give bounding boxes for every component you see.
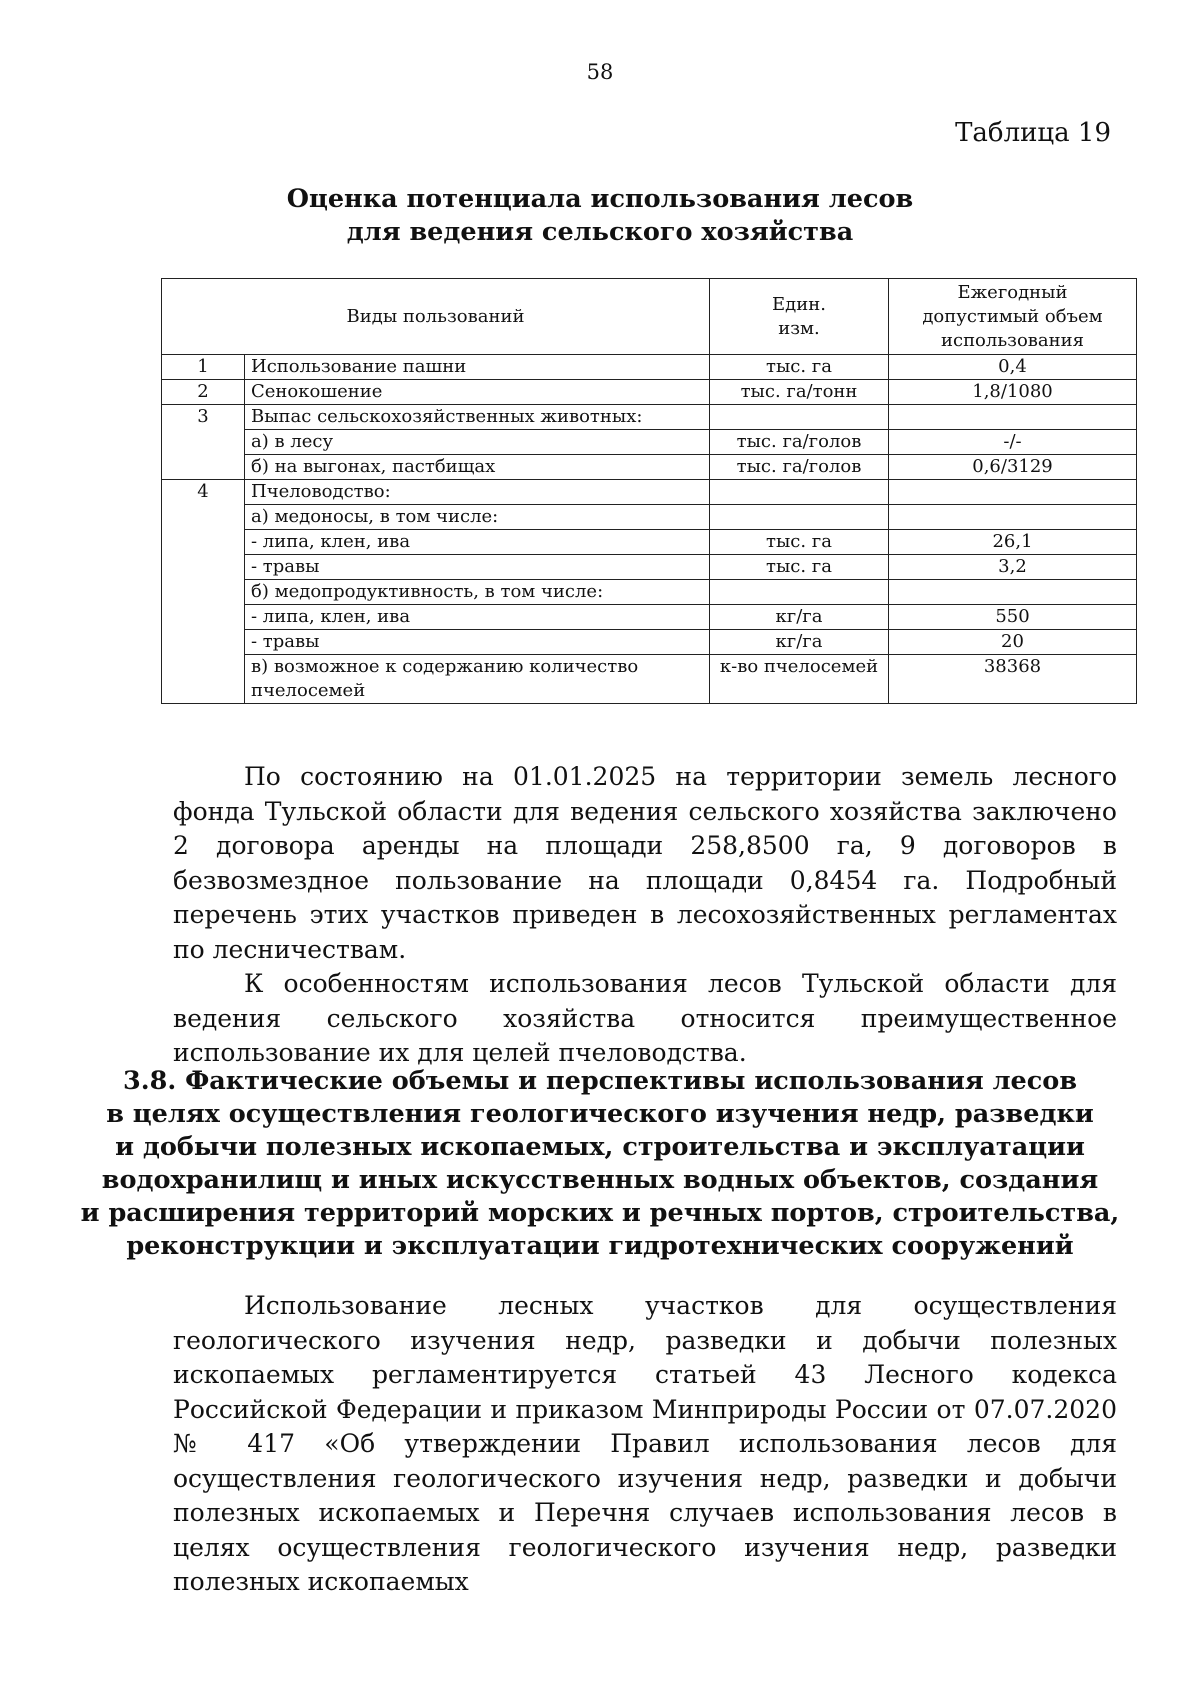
row-name: - травы bbox=[245, 630, 710, 655]
section-title-line: реконструкции и эксплуатации гидротехнических сооружений bbox=[126, 1231, 1074, 1261]
row-name: в) возможное к содержанию количество пчелосемей bbox=[245, 655, 710, 704]
row-name: а) в лесу bbox=[245, 430, 710, 455]
table-label: Таблица 19 bbox=[955, 118, 1111, 148]
table-title bbox=[0, 183, 1200, 249]
row-number: 1 bbox=[162, 355, 245, 380]
header-unit-line: Един. bbox=[772, 293, 826, 315]
row-unit: кг/га bbox=[710, 630, 889, 655]
table-row bbox=[162, 580, 1137, 605]
table-title-line: для ведения сельского хозяйства bbox=[346, 217, 854, 247]
table-row bbox=[162, 405, 1137, 430]
table-row bbox=[162, 505, 1137, 530]
row-unit: тыс. га/голов bbox=[710, 455, 889, 480]
row-unit: тыс. га/тонн bbox=[710, 380, 889, 405]
row-name: - травы bbox=[245, 555, 710, 580]
table-row bbox=[162, 380, 1137, 405]
row-value: 3,2 bbox=[889, 555, 1137, 580]
table-row bbox=[162, 530, 1137, 555]
row-name: б) на выгонах, пастбищах bbox=[245, 455, 710, 480]
row-number: 3 bbox=[162, 405, 245, 480]
row-value: 1,8/1080 bbox=[889, 380, 1137, 405]
table-row bbox=[162, 605, 1137, 630]
header-kind: Виды пользований bbox=[162, 279, 710, 355]
row-unit: тыс. га bbox=[710, 530, 889, 555]
row-value bbox=[889, 480, 1137, 505]
row-name: - липа, клен, ива bbox=[245, 605, 710, 630]
header-volume-line: допустимый объем bbox=[922, 305, 1103, 327]
body-text-block-2 bbox=[173, 1289, 1117, 1600]
header-unit-line: изм. bbox=[778, 317, 820, 339]
usage-table bbox=[161, 278, 1137, 704]
table-row bbox=[162, 480, 1137, 505]
header-volume-line: использования bbox=[940, 329, 1084, 351]
header-volume bbox=[889, 279, 1137, 355]
row-name: Выпас сельскохозяйственных животных: bbox=[245, 405, 710, 430]
row-name: Сенокошение bbox=[245, 380, 710, 405]
row-number: 4 bbox=[162, 480, 245, 704]
header-unit bbox=[710, 279, 889, 355]
row-name: - липа, клен, ива bbox=[245, 530, 710, 555]
header-volume-line: Ежегодный bbox=[957, 281, 1068, 303]
row-value: -/- bbox=[889, 430, 1137, 455]
page-number: 58 bbox=[586, 60, 614, 84]
paragraph: К особенностям использования лесов Тульской области для ведения сельского хозяйства относится преимущественное использование их для целей пчеловодства. bbox=[173, 969, 1117, 1067]
row-name: Пчеловодство: bbox=[245, 480, 710, 505]
row-unit: тыс. га bbox=[710, 355, 889, 380]
table-row bbox=[162, 630, 1137, 655]
row-name: а) медоносы, в том числе: bbox=[245, 505, 710, 530]
row-value: 0,6/3129 bbox=[889, 455, 1137, 480]
table-title-line: Оценка потенциала использования лесов bbox=[286, 184, 914, 214]
section-title-line: и расширения территорий морских и речных портов, строительства, bbox=[80, 1198, 1120, 1228]
row-name: Использование пашни bbox=[245, 355, 710, 380]
section-title-line: водохранилищ и иных искусственных водных объектов, создания bbox=[101, 1165, 1099, 1195]
row-value bbox=[889, 405, 1137, 430]
table-row bbox=[162, 355, 1137, 380]
row-value bbox=[889, 505, 1137, 530]
section-title-line: и добычи полезных ископаемых, строительства и эксплуатации bbox=[115, 1132, 1085, 1162]
table-row bbox=[162, 455, 1137, 480]
row-value: 20 bbox=[889, 630, 1137, 655]
row-unit: тыс. га/голов bbox=[710, 430, 889, 455]
body-text-block-1 bbox=[173, 760, 1117, 1071]
row-value bbox=[889, 580, 1137, 605]
row-unit: кг/га bbox=[710, 605, 889, 630]
row-unit: тыс. га bbox=[710, 555, 889, 580]
row-value: 550 bbox=[889, 605, 1137, 630]
table-header-row bbox=[162, 279, 1137, 355]
row-name: б) медопродуктивность, в том числе: bbox=[245, 580, 710, 605]
table-row bbox=[162, 555, 1137, 580]
row-unit bbox=[710, 480, 889, 505]
table-row bbox=[162, 430, 1137, 455]
section-title bbox=[0, 1065, 1200, 1263]
section-title-line: в целях осуществления геологического изучения недр, разведки bbox=[106, 1099, 1094, 1129]
table-row bbox=[162, 655, 1137, 704]
row-unit bbox=[710, 405, 889, 430]
row-unit bbox=[710, 505, 889, 530]
row-unit bbox=[710, 580, 889, 605]
row-value: 0,4 bbox=[889, 355, 1137, 380]
row-number: 2 bbox=[162, 380, 245, 405]
row-value: 38368 bbox=[889, 655, 1137, 704]
section-title-line: 3.8. Фактические объемы и перспективы использования лесов bbox=[122, 1066, 1078, 1096]
row-value: 26,1 bbox=[889, 530, 1137, 555]
paragraph: По состоянию на 01.01.2025 на территории земель лесного фонда Тульской области для ведения сельского хозяйства заключено 2 договора аренды на площади 258,8500 га, 9 договоров в безвозмездное пользование на площади 0,8454 га. Подробный перечень этих участков приведен в лесохозяйственных регламентах по лесничествам. bbox=[173, 762, 1117, 964]
paragraph: Использование лесных участков для осуществления геологического изучения недр, разведки и добычи полезных ископаемых регламентируется статьей 43 Лесного кодекса Российской Федерации и приказом Минприроды России от 07.07.2020 № 417 «Об утверждении Правил использования лесов для осуществления геологического изучения недр, разведки и добычи полезных ископаемых и Перечня случаев использования лесов в целях осуществления геологического изучения недр, разведки полезных ископаемых bbox=[173, 1291, 1117, 1596]
row-unit: к-во пчелосемей bbox=[710, 655, 889, 704]
